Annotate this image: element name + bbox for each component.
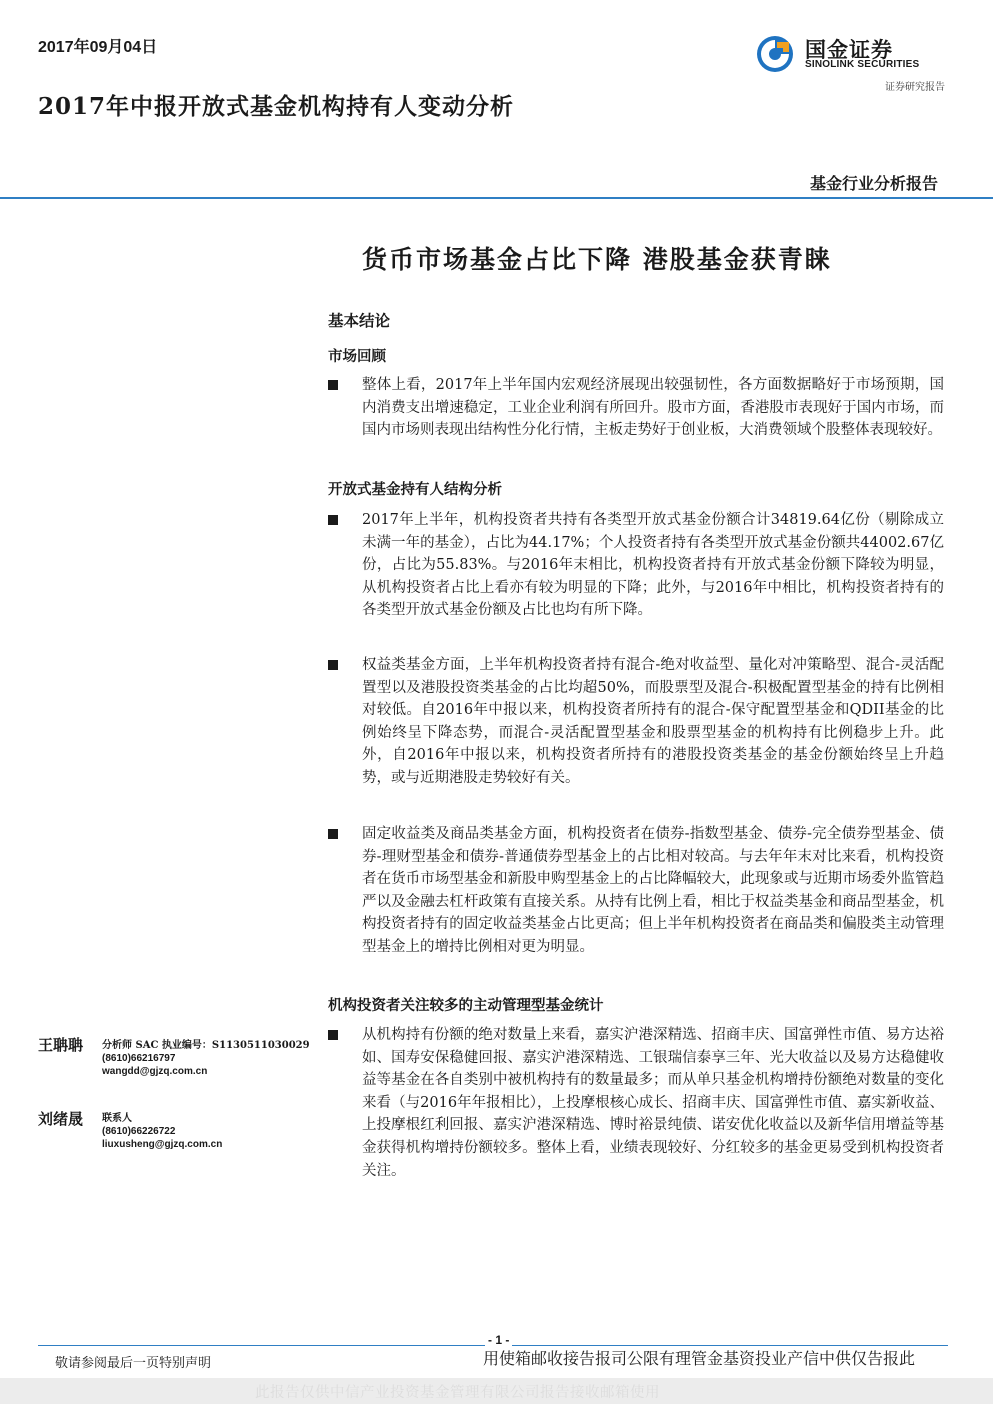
report-title: 2017年中报开放式基金机构持有人变动分析 [38,93,515,120]
usage-note: 用使箱邮收接告报司公限有理管金基资投业产信中供仅告报此 [483,1351,916,1368]
analyst-name: 王聃聃 [38,1036,84,1054]
contact-info [102,1112,222,1151]
bullet-icon [328,515,338,525]
page-number: - 1 - [485,1333,512,1347]
analyst-role: 分析师 SAC 执业编号：S1130511030029 [102,1040,310,1051]
contact-role: 联系人 [102,1113,132,1124]
report-type: 基金行业分析报告 [809,174,938,193]
analyst-email[interactable]: wangdd@gjzq.com.cn [102,1066,208,1077]
company-logo [755,30,945,100]
header-divider [0,197,993,199]
logo-emblem-icon [755,34,795,74]
subsection-active-funds: 机构投资者关注较多的主动管理型基金统计 [328,997,604,1014]
logo-chinese-name: 国金证券 [805,39,893,62]
subsection-holder-structure: 开放式基金持有人结构分析 [328,481,502,498]
watermark-text: 此报告仅供中信产业投资基金管理有限公司报告接收邮箱使用 [255,1385,660,1401]
section-title: 基本结论 [328,311,391,330]
paragraph-active-funds: 从机构持有份额的绝对数量上来看，嘉实沪港深精选、招商丰庆、国富弹性市值、易方达裕如、国寿安保稳健回报、嘉实沪港深精选、工银瑞信泰享三年、光大收益以及易方达稳健收益等基金在各自类别中被机构持有的数量最多；而从单只基金机构增持份额绝对数量的变化来看（与2016年年报相比），上投摩根核心成长、招商丰庆、国富弹性市值、嘉实新收益、上投摩根红利回报、嘉实沪港深精选、博时裕景纯债、诺安优化收益以及新华信用增益等基金获得机构增持份额较多。整体上看，业绩表现较好、分红较多的基金更易受到机构投资者关注。 [362,1027,944,1179]
subsection-market-review: 市场回顾 [328,348,386,365]
bullet-icon [328,1030,338,1040]
disclaimer-note: 敬请参阅最后一页特别声明 [55,1356,212,1371]
bullet-icon [328,380,338,390]
paragraph-fixed-income-funds: 固定收益类及商品类基金方面，机构投资者在债券-指数型基金、债券-完全债券型基金、债券-理财型基金和债券-普通债券型基金上的占比相对较高。与去年年末对比来看，机构投资者在货币市场型基金和新股申购型基金上的占比降幅较大，此现象或与近期市场委外监管趋严以及金融去杠杆政策有直接关系。从持有比例上看，相比于权益类基金和商品型基金，机构投资者持有的固定收益类基金占比更高；但上半年机构投资者在商品类和偏股类主动管理型基金上的增持比例相对更为明显。 [362,826,944,955]
analyst-phone: (8610)66216797 [102,1053,176,1064]
paragraph-equity-funds: 权益类基金方面，上半年机构投资者持有混合-绝对收益型、量化对冲策略型、混合-灵活配置型以及港股投资类基金的占比均超50%，而股票型及混合-积极配置型基金的持有比例相对较低。自2016年中报以来，机构投资者所持有的混合-保守配置型基金和QDII基金的比例始终呈下降态势，而混合-灵活配置型基金和股票型基金的机构持有比例稳步上升。此外，自2016年中报以来，机构投资者所持有的港股投资类基金的基金份额始终呈上升趋势，或与近期港股走势较好有关。 [362,657,944,786]
logo-english-name: SINOLINK SECURITIES [805,59,920,70]
report-date: 2017年09月04日 [38,39,158,56]
contact-phone: (8610)66226722 [102,1126,176,1137]
logo-subtitle: 证券研究报告 [885,82,945,93]
paragraph-holder-overview: 2017年上半年，机构投资者共持有各类型开放式基金份额合计34819.64亿份（剔除成立未满一年的基金），占比为44.17%；个人投资者持有各类型开放式基金份额共44002.67亿份，占比为55.83%。与2016年末相比，机构投资者持有开放式基金份额下降较为明显，从机构投资者占比上看亦有较为明显的下降；此外，与2016年中相比，机构投资者持有的各类型开放式基金份额及占比也均有所下降。 [362,512,944,619]
analyst-contact [102,1039,310,1078]
bullet-icon [328,829,338,839]
headline: 货币市场基金占比下降 港股基金获青睐 [362,245,832,274]
contact-name: 刘绪晟 [38,1110,84,1128]
paragraph-market-review: 整体上看，2017年上半年国内宏观经济展现出较强韧性，各方面数据略好于市场预期，国内消费支出增速稳定，工业企业利润有所回升。股市方面，香港股市表现好于国内市场，而国内市场则表现出结构性分化行情，主板走势好于创业板，大消费领域个股整体表现较好。 [362,377,944,439]
contact-email[interactable]: liuxusheng@gjzq.com.cn [102,1139,223,1150]
bullet-icon [328,660,338,670]
